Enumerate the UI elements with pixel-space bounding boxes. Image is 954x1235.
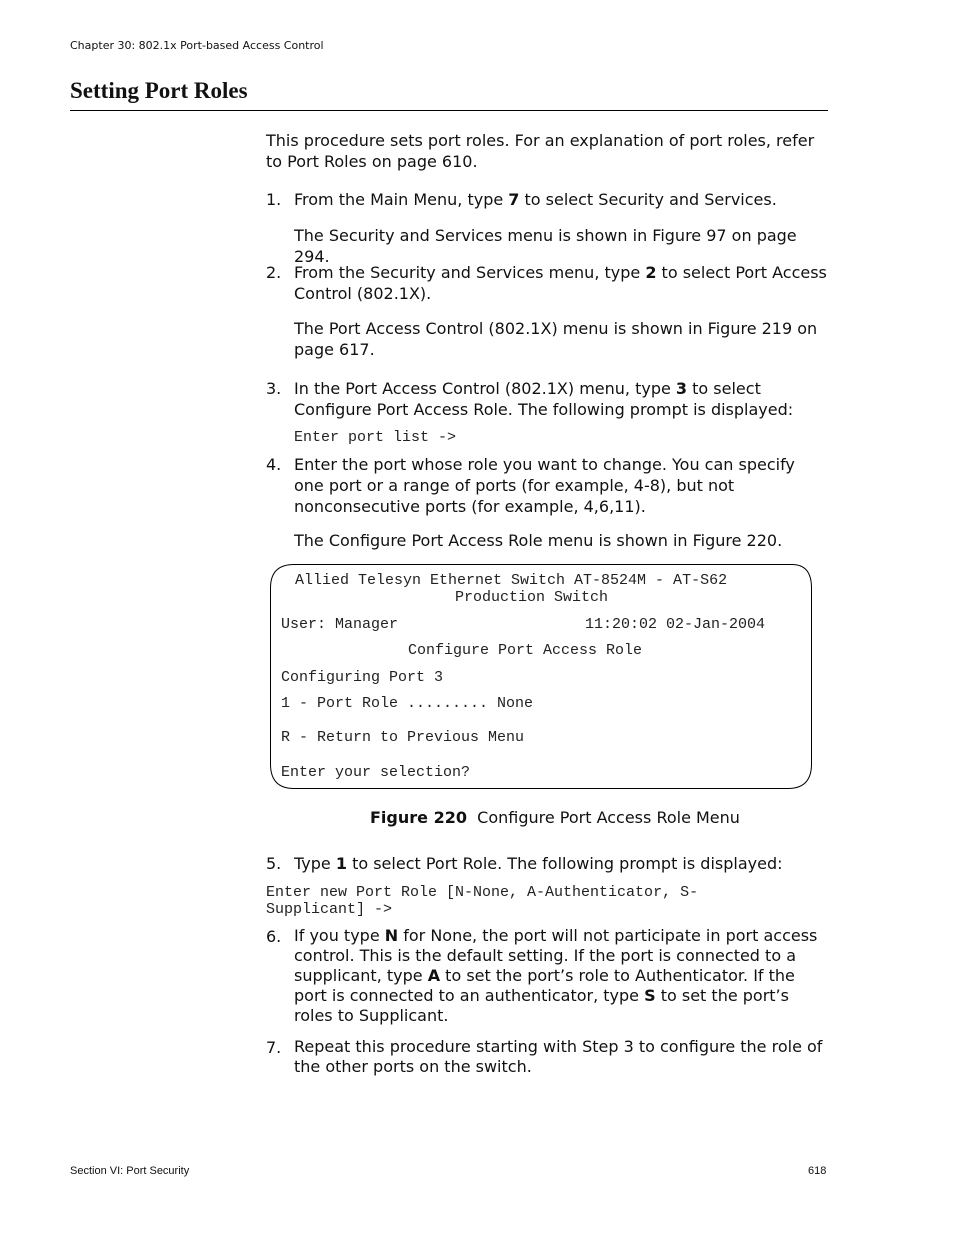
step-6-text: If you type N for None, the port will not participate in port access control. This is the default setting. If the port is connected to a supplicant, type A to set the port’s role to Authenticator. If the port is connected to an authenticator, type S to set the port’s roles to Supplicant.	[294, 926, 818, 1025]
terminal-screen	[270, 564, 812, 789]
screen-title-line-1: Allied Telesyn Ethernet Switch AT-8524M - AT-S62	[295, 572, 728, 589]
section-title: Setting Port Roles	[70, 78, 248, 103]
page-number: 618	[808, 1165, 827, 1177]
figure-label: Figure 220	[370, 808, 467, 827]
screen-configuring-port: Configuring Port 3	[281, 669, 444, 686]
screen-user: User: Manager	[281, 616, 399, 633]
figure-caption	[370, 808, 740, 827]
step-1-number: 1.	[266, 190, 282, 209]
step-4-number: 4.	[266, 455, 282, 474]
figure-caption-text: Configure Port Access Role Menu	[477, 808, 740, 827]
step-7-number: 7.	[266, 1038, 282, 1057]
screen-title-line-2: Production Switch	[455, 589, 609, 606]
intro-paragraph: This procedure sets port roles. For an explanation of port roles, refer to Port Roles on page 610.	[266, 131, 815, 171]
screen-datetime: 11:20:02 02-Jan-2004	[585, 616, 766, 633]
running-header: Chapter 30: 802.1x Port-based Access Control	[70, 39, 324, 52]
footer-section: Section VI: Port Security	[70, 1165, 190, 1177]
step-5-number: 5.	[266, 854, 282, 873]
screen-selection-prompt: Enter your selection?	[281, 764, 471, 781]
step-1-text: From the Main Menu, type 7 to select Security and Services.	[294, 190, 777, 209]
screen-option-return: R - Return to Previous Menu	[281, 729, 525, 746]
step-5-prompt-line-2: Supplicant] ->	[266, 901, 393, 918]
step-2-text: From the Security and Services menu, type 2 to select Port Access Control (802.1X).	[294, 263, 827, 303]
step-7-text: Repeat this procedure starting with Step 3 to configure the role of the other ports on the switch.	[294, 1037, 823, 1076]
step-4-text: Enter the port whose role you want to change. You can specify one port or a range of ports (for example, 4-8), but not nonconsecutive ports (for example, 4,6,11).	[294, 455, 795, 516]
step-2-number: 2.	[266, 263, 282, 282]
screen-option-port-role: 1 - Port Role ......... None	[281, 695, 534, 712]
step-3-number: 3.	[266, 379, 282, 398]
step-3-prompt: Enter port list ->	[294, 429, 457, 446]
step-6-number: 6.	[266, 927, 282, 946]
step-1-note: The Security and Services menu is shown in Figure 97 on page 294.	[294, 226, 797, 266]
step-4-note: The Configure Port Access Role menu is shown in Figure 220.	[294, 531, 783, 550]
step-5-text: Type 1 to select Port Role. The following prompt is displayed:	[294, 854, 783, 873]
step-3-text: In the Port Access Control (802.1X) menu, type 3 to select Configure Port Access Role. The following prompt is displayed:	[294, 379, 794, 419]
title-rule	[70, 110, 828, 111]
screen-menu-title: Configure Port Access Role	[408, 642, 643, 659]
step-2-note: The Port Access Control (802.1X) menu is shown in Figure 219 on page 617.	[294, 319, 818, 359]
step-5-prompt-line-1: Enter new Port Role [N-None, A-Authenticator, S-	[266, 884, 699, 901]
